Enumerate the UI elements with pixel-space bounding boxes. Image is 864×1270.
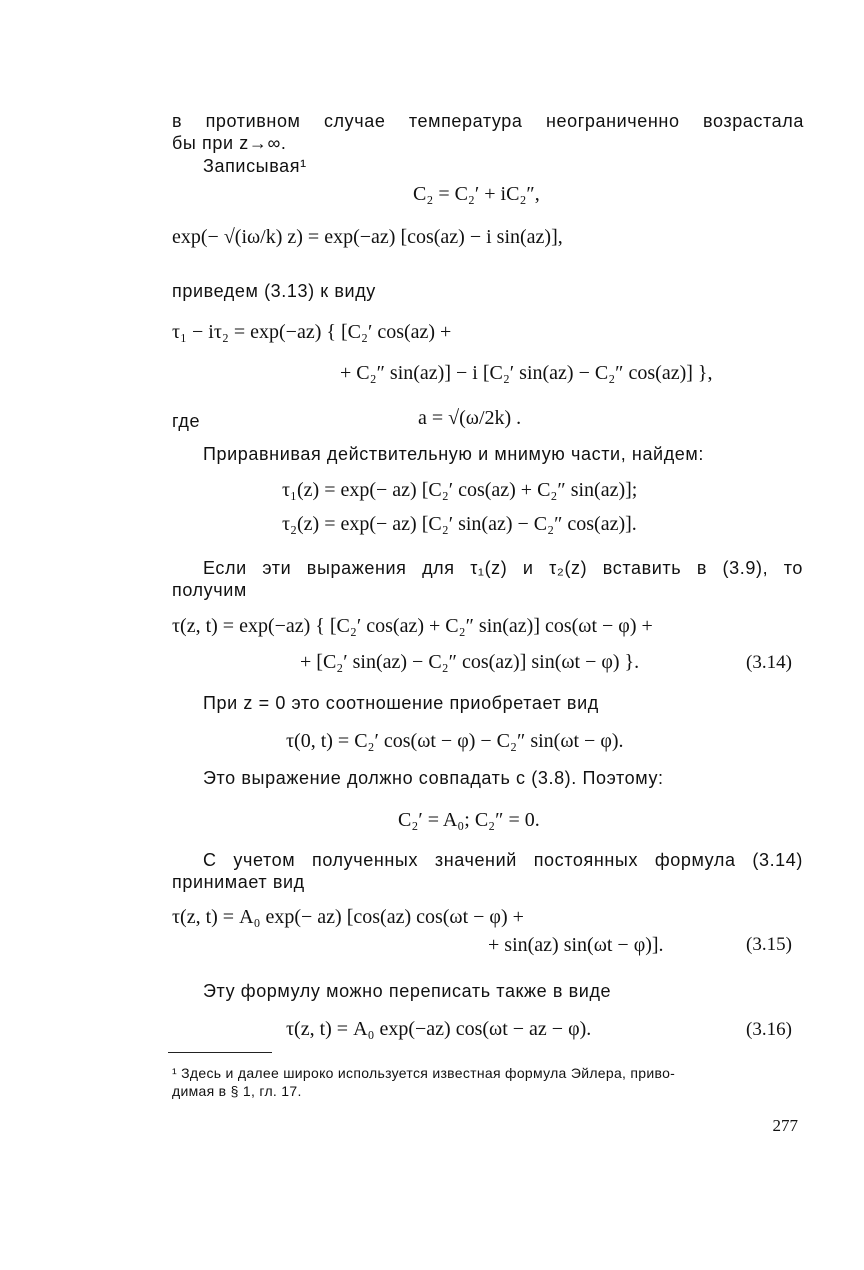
equation-number: (3.15) bbox=[746, 934, 792, 955]
equation-a: a = √(ω/2k) . bbox=[418, 407, 522, 429]
equation-3-16: τ(z, t) = A₀ exp(−az) cos(ωt − az − φ). bbox=[286, 1018, 592, 1040]
equation-c2: C₂ = C₂′ + iC₂″, bbox=[413, 183, 540, 205]
equation-3-15-line2: + sin(az) sin(ωt − φ)]. bbox=[488, 934, 664, 956]
equation-tau0: τ(0, t) = C₂′ cos(ωt − φ) − C₂″ sin(ωt − φ). bbox=[286, 730, 624, 752]
paragraph-text: Записывая¹ bbox=[203, 156, 307, 176]
paragraph-text: При z = 0 это соотношение приобретает вид bbox=[203, 693, 599, 713]
paragraph-line: получим bbox=[172, 580, 247, 600]
paragraph-line: в противном случае температура неограниченно возрастала bbox=[172, 111, 804, 131]
paragraph-line: С учетом полученных значений постоянных формула (3.14) bbox=[203, 850, 803, 870]
paragraph-text: Эту формулу можно переписать также в виде bbox=[203, 981, 612, 1001]
paragraph-line: Если эти выражения для τ₁(z) и τ₂(z) вставить в (3.9), то bbox=[203, 558, 803, 578]
paragraph-text: приведем (3.13) к виду bbox=[172, 281, 376, 301]
paragraph-text: Это выражение должно совпадать с (3.8). Поэтому: bbox=[203, 768, 664, 788]
paragraph-line: принимает вид bbox=[172, 872, 305, 892]
where-text: где bbox=[172, 411, 201, 431]
equation-number: (3.16) bbox=[746, 1019, 792, 1040]
footnote-rule bbox=[168, 1052, 272, 1053]
page-number: 277 bbox=[772, 1116, 798, 1135]
footnote-line: ¹ Здесь и далее широко используется известная формула Эйлера, приво- bbox=[172, 1065, 676, 1081]
paragraph-line: бы при z→∞. bbox=[172, 133, 287, 153]
equation-3-14-line1: τ(z, t) = exp(−az) { [C₂′ cos(az) + C₂″ sin(az)] cos(ωt − φ) + bbox=[172, 615, 653, 637]
equation-tau-line2: + C₂″ sin(az)] − i [C₂′ sin(az) − C₂″ cos(az)] }, bbox=[340, 362, 713, 384]
equation-3-14-line2: + [C₂′ sin(az) − C₂″ cos(az)] sin(ωt − φ) }. bbox=[300, 651, 640, 673]
equation-constants: C₂′ = A₀; C₂″ = 0. bbox=[398, 809, 540, 831]
paragraph-text: Приравнивая действительную и мнимую части, найдем: bbox=[203, 444, 704, 464]
footnote-line: димая в § 1, гл. 17. bbox=[172, 1083, 302, 1099]
equation-number: (3.14) bbox=[746, 652, 792, 673]
equation-tau-line1: τ₁ − iτ₂ = exp(−az) { [C₂′ cos(az) + bbox=[172, 321, 452, 343]
equation-tau1: τ₁(z) = exp(− az) [C₂′ cos(az) + C₂″ sin(az)]; bbox=[282, 479, 638, 501]
equation-exp: exp(− √(iω/k) z) = exp(−az) [cos(az) − i sin(az)], bbox=[172, 226, 563, 248]
equation-tau2: τ₂(z) = exp(− az) [C₂′ sin(az) − C₂″ cos(az)]. bbox=[282, 513, 637, 535]
equation-3-15-line1: τ(z, t) = A₀ exp(− az) [cos(az) cos(ωt − φ) + bbox=[172, 906, 524, 928]
